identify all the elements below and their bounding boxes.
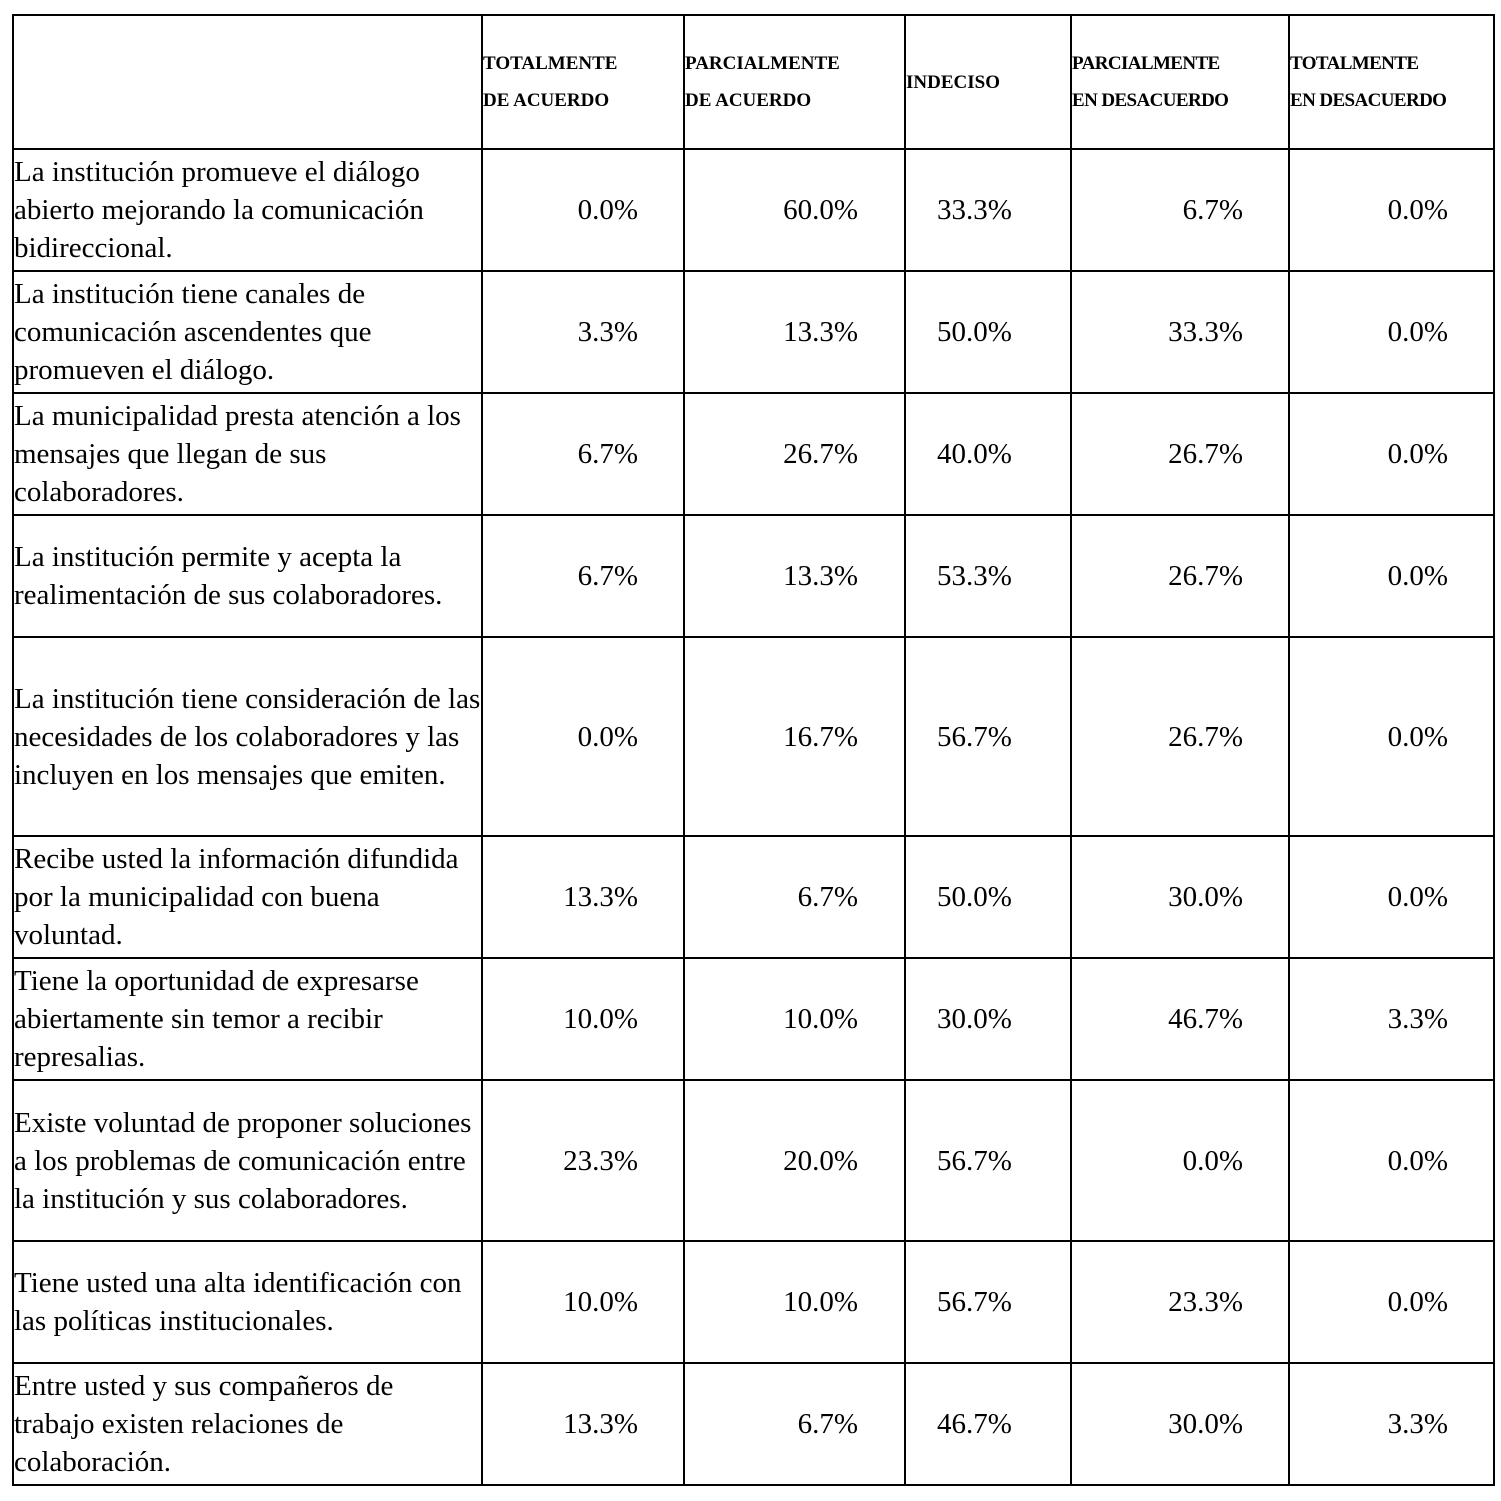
value-cell: 0.0%	[482, 149, 684, 271]
value-cell: 3.3%	[482, 271, 684, 393]
table-row	[13, 637, 1494, 836]
header-line: DE ACUERDO	[685, 90, 812, 111]
table-row	[13, 958, 1494, 1080]
value-cell: 56.7%	[905, 637, 1071, 836]
value-cell: 6.7%	[482, 515, 684, 637]
value-cell: 40.0%	[905, 393, 1071, 515]
table-row	[13, 1080, 1494, 1241]
value-cell: 23.3%	[482, 1080, 684, 1241]
value-cell: 0.0%	[1289, 393, 1494, 515]
value-cell: 26.7%	[684, 393, 905, 515]
header-line: EN DESACUERDO	[1072, 90, 1229, 111]
value-cell: 10.0%	[482, 958, 684, 1080]
header-parcialmente-de-acuerdo	[684, 15, 905, 149]
header-corner-cell	[13, 15, 482, 149]
statement-cell: Existe voluntad de proponer soluciones a los problemas de comunicación entre la institución y sus colaboradores.	[13, 1080, 482, 1241]
value-cell: 60.0%	[684, 149, 905, 271]
value-cell: 30.0%	[1071, 1363, 1289, 1485]
value-cell: 6.7%	[684, 1363, 905, 1485]
value-cell: 3.3%	[1289, 958, 1494, 1080]
value-cell: 50.0%	[905, 836, 1071, 958]
header-indeciso	[905, 15, 1071, 149]
header-line: TOTALMENTE	[483, 53, 618, 74]
table-row	[13, 515, 1494, 637]
value-cell: 26.7%	[1071, 515, 1289, 637]
value-cell: 53.3%	[905, 515, 1071, 637]
header-line: PARCIALMENTE	[685, 53, 840, 74]
table-row	[13, 1241, 1494, 1363]
value-cell: 50.0%	[905, 271, 1071, 393]
value-cell: 46.7%	[1071, 958, 1289, 1080]
header-line: DE ACUERDO	[483, 90, 610, 111]
header-line: INDECISO	[906, 71, 1000, 93]
statement-cell: La institución permite y acepta la realimentación de sus colaboradores.	[13, 515, 482, 637]
value-cell: 0.0%	[1289, 149, 1494, 271]
value-cell: 0.0%	[1071, 1080, 1289, 1241]
value-cell: 16.7%	[684, 637, 905, 836]
value-cell: 30.0%	[1071, 836, 1289, 958]
value-cell: 0.0%	[482, 637, 684, 836]
survey-results-table	[12, 14, 1495, 1486]
header-row	[13, 15, 1494, 149]
statement-cell: Recibe usted la información difundida por la municipalidad con buena voluntad.	[13, 836, 482, 958]
statement-cell: Tiene usted una alta identificación con las políticas institucionales.	[13, 1241, 482, 1363]
header-line: TOTALMENTE	[1290, 53, 1419, 74]
value-cell: 26.7%	[1071, 637, 1289, 836]
header-line: EN DESACUERDO	[1290, 90, 1447, 111]
table-row	[13, 393, 1494, 515]
value-cell: 6.7%	[1071, 149, 1289, 271]
header-totalmente-de-acuerdo	[482, 15, 684, 149]
statement-cell: La institución tiene consideración de las necesidades de los colaboradores y las incluyen en los mensajes que emiten.	[13, 637, 482, 836]
value-cell: 33.3%	[1071, 271, 1289, 393]
value-cell: 0.0%	[1289, 836, 1494, 958]
header-parcialmente-en-desacuerdo	[1071, 15, 1289, 149]
value-cell: 56.7%	[905, 1080, 1071, 1241]
value-cell: 46.7%	[905, 1363, 1071, 1485]
value-cell: 0.0%	[1289, 1241, 1494, 1363]
value-cell: 13.3%	[684, 271, 905, 393]
statement-cell: La institución tiene canales de comunicación ascendentes que promueven el diálogo.	[13, 271, 482, 393]
value-cell: 0.0%	[1289, 515, 1494, 637]
value-cell: 56.7%	[905, 1241, 1071, 1363]
value-cell: 6.7%	[482, 393, 684, 515]
table-row	[13, 1363, 1494, 1485]
value-cell: 30.0%	[905, 958, 1071, 1080]
statement-cell: La municipalidad presta atención a los mensajes que llegan de sus colaboradores.	[13, 393, 482, 515]
value-cell: 10.0%	[482, 1241, 684, 1363]
value-cell: 6.7%	[684, 836, 905, 958]
value-cell: 0.0%	[1289, 637, 1494, 836]
value-cell: 33.3%	[905, 149, 1071, 271]
header-totalmente-en-desacuerdo	[1289, 15, 1494, 149]
value-cell: 13.3%	[482, 1363, 684, 1485]
value-cell: 20.0%	[684, 1080, 905, 1241]
value-cell: 13.3%	[482, 836, 684, 958]
statement-cell: Tiene la oportunidad de expresarse abiertamente sin temor a recibir represalias.	[13, 958, 482, 1080]
statement-cell: Entre usted y sus compañeros de trabajo existen relaciones de colaboración.	[13, 1363, 482, 1485]
value-cell: 0.0%	[1289, 1080, 1494, 1241]
statement-cell: La institución promueve el diálogo abierto mejorando la comunicación bidireccional.	[13, 149, 482, 271]
value-cell: 10.0%	[684, 1241, 905, 1363]
header-line: PARCIALMENTE	[1072, 53, 1220, 74]
table-row	[13, 149, 1494, 271]
value-cell: 23.3%	[1071, 1241, 1289, 1363]
value-cell: 10.0%	[684, 958, 905, 1080]
value-cell: 13.3%	[684, 515, 905, 637]
table-row	[13, 271, 1494, 393]
table-row	[13, 836, 1494, 958]
value-cell: 3.3%	[1289, 1363, 1494, 1485]
value-cell: 26.7%	[1071, 393, 1289, 515]
value-cell: 0.0%	[1289, 271, 1494, 393]
